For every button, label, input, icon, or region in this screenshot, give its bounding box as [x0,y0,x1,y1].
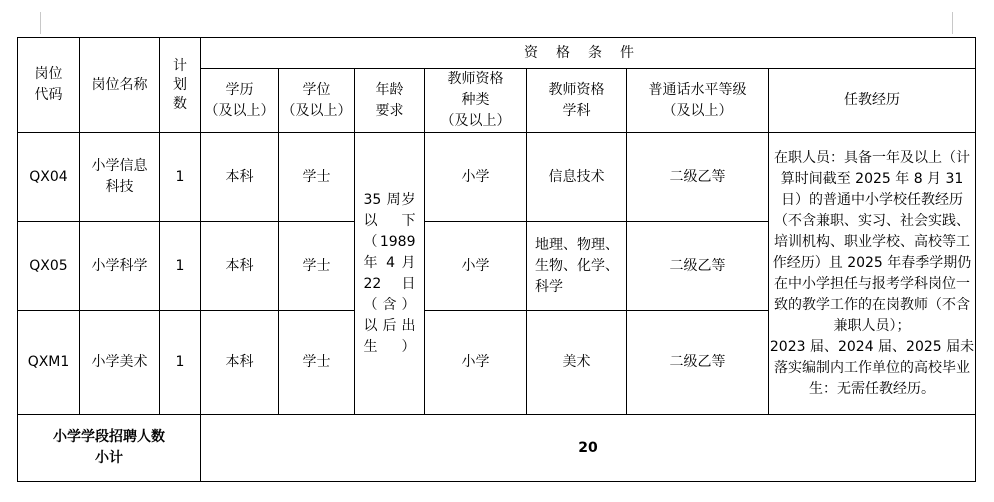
age-requirement-text: 35 周岁以下（1989 年 4 月 22 日（含）以后出生） [363,191,416,355]
plan-count: 1 [160,311,201,415]
mandarin-level: 二级乙等 [627,311,769,415]
header-age: 年龄 要求 [355,69,425,133]
post-code: QX04 [18,133,80,222]
header-plan-count: 计 划 数 [160,38,201,133]
mandarin-level: 二级乙等 [627,222,769,311]
post-code: QXM1 [18,311,80,415]
header-qualifications: 资格条件 [201,38,976,69]
plan-count: 1 [160,133,201,222]
page-corner-mark-right [952,12,953,34]
post-name: 小学科学 [80,222,160,311]
header-row-1 [18,38,976,69]
header-post-name: 岗位名称 [80,38,160,133]
post-name: 小学信息 科技 [80,133,160,222]
education: 本科 [201,133,279,222]
cert-subject: 地理、物理、 生物、化学、 科学 [527,222,627,311]
teaching-experience: 在职人员：具备一年及以上（计算时间截至 2025 年 8 月 31 日）的普通中小学校任教经历（不含兼职、实习、社会实践、培训机构、职业学校、高校等工作经历）且 2025 年春季学期仍在中小学担任与报考学科岗位一致的教学工作的在岗教师（不含兼职人员）； 2023 届、2024 届、2025 届未落实编制内工作单位的高校毕业生：无需任教经历。 [769,133,976,415]
plan-count: 1 [160,222,201,311]
degree: 学士 [279,311,355,415]
subtotal-label: 小学学段招聘人数 小计 [18,415,201,482]
header-degree: 学位 （及以上） [279,69,355,133]
degree: 学士 [279,222,355,311]
subtotal-row [18,415,976,482]
page-corner-mark-left [40,12,41,34]
header-education: 学历 （及以上） [201,69,279,133]
subtotal-value: 20 [201,415,976,482]
education: 本科 [201,311,279,415]
cert-subject: 信息技术 [527,133,627,222]
post-name: 小学美术 [80,311,160,415]
education: 本科 [201,222,279,311]
header-post-code: 岗位 代码 [18,38,80,133]
header-cert-type: 教师资格 种类 （及以上） [425,69,527,133]
cert-type: 小学 [425,133,527,222]
header-cert-subject: 教师资格 学科 [527,69,627,133]
recruitment-table [17,37,976,482]
age-requirement [355,133,425,415]
table-row [18,133,976,222]
mandarin-level: 二级乙等 [627,133,769,222]
header-mandarin-level: 普通话水平等级 （及以上） [627,69,769,133]
cert-type: 小学 [425,311,527,415]
post-code: QX05 [18,222,80,311]
header-teaching-experience: 任教经历 [769,69,976,133]
cert-type: 小学 [425,222,527,311]
cert-subject: 美术 [527,311,627,415]
degree: 学士 [279,133,355,222]
